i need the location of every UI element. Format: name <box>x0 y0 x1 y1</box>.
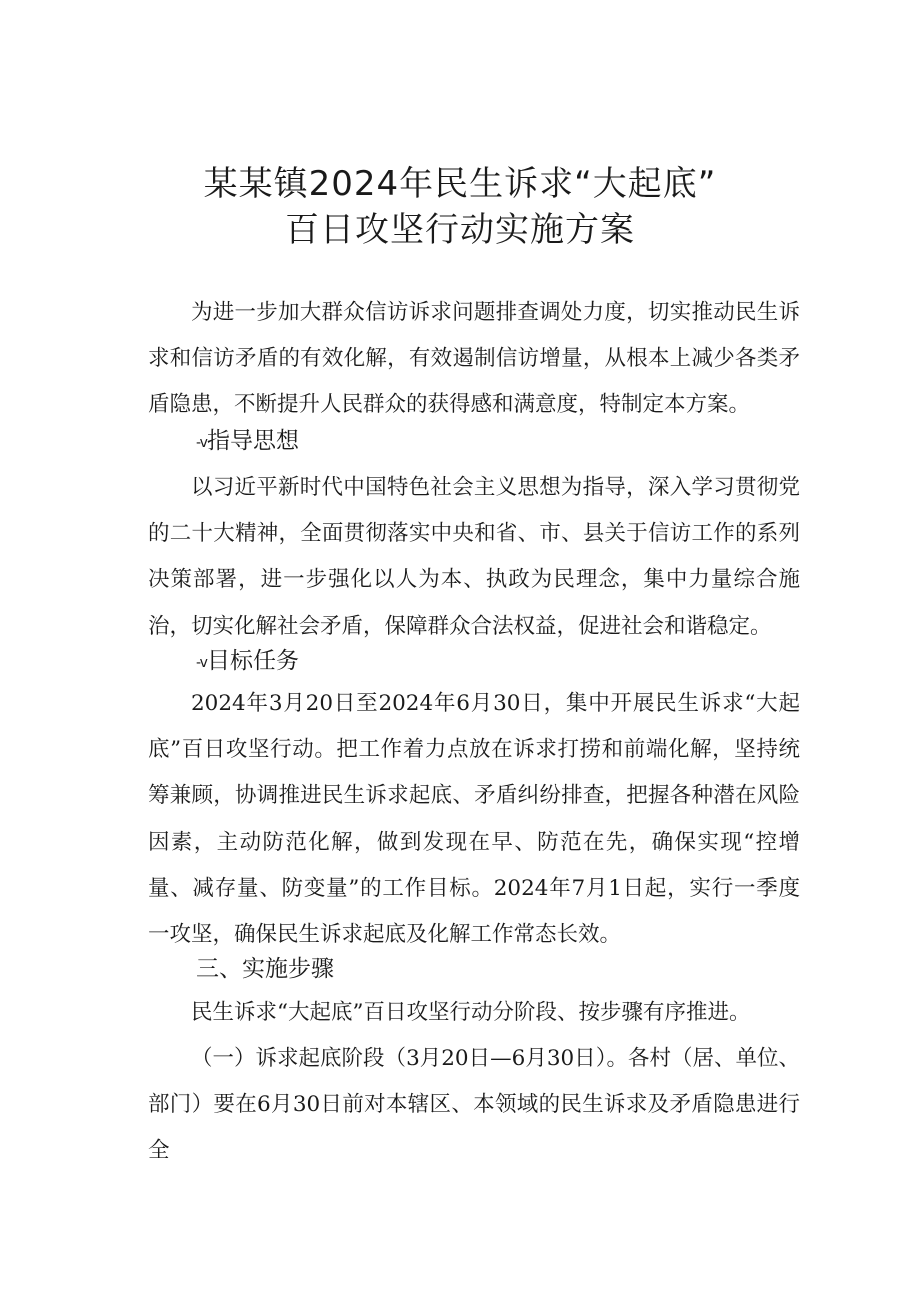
section2-heading <box>196 638 299 686</box>
section3-heading: 三、实施步骤 <box>196 956 334 982</box>
section3-stage1-paragraph: （一）诉求起底阶段（3月20日—6月30日）。各村（居、单位、部门）要在6月30日前对本辖区、本领域的民生诉求及矛盾隐患进行全 <box>148 1046 800 1164</box>
section1-heading <box>196 418 299 466</box>
section1-heading-text: 指导思想 <box>206 428 299 454</box>
section3-paragraph: 民生诉求“大起底”百日攻坚行动分阶段、按步骤有序推进。 <box>191 1000 751 1025</box>
section2-heading-text: 目标任务 <box>206 648 299 674</box>
section1-paragraph: 以习近平新时代中国特色社会主义思想为指导，深入学习贯彻党的二十大精神，全面贯彻落实中央和省、市、县关于信访工作的系列决策部署，进一步强化以人为本、执政为民理念，集中力量综合施治，切实化解社会矛盾，保障群众合法权益，促进社会和谐稳定。 <box>148 475 800 639</box>
section2-heading-prefix: -v <box>196 655 207 671</box>
document-title-line1: 某某镇2024年民生诉求“大起底” <box>203 164 717 204</box>
intro-paragraph: 为进一步加大群众信访诉求问题排查调处力度，切实推动民生诉求和信访矛盾的有效化解，有效遏制信访增量，从根本上减少各类矛盾隐患，不断提升人民群众的获得感和满意度，特制定本方案。 <box>148 300 800 418</box>
section1-heading-prefix: -v <box>196 435 207 451</box>
section2-paragraph: 2024年3月20日至2024年6月30日，集中开展民生诉求“大起底”百日攻坚行动。把工作着力点放在诉求打捞和前端化解，坚持统筹兼顾，协调推进民生诉求起底、矛盾纠纷排查，把握各种潜在风险因素，主动防范化解，做到发现在早、防范在先，确保实现“控增量、减存量、防变量”的工作目标。2024年7月1日起，实行一季度一攻坚，确保民生诉求起底及化解工作常态长效。 <box>148 691 800 948</box>
document-title-line2: 百日攻坚行动实施方案 <box>285 210 635 250</box>
